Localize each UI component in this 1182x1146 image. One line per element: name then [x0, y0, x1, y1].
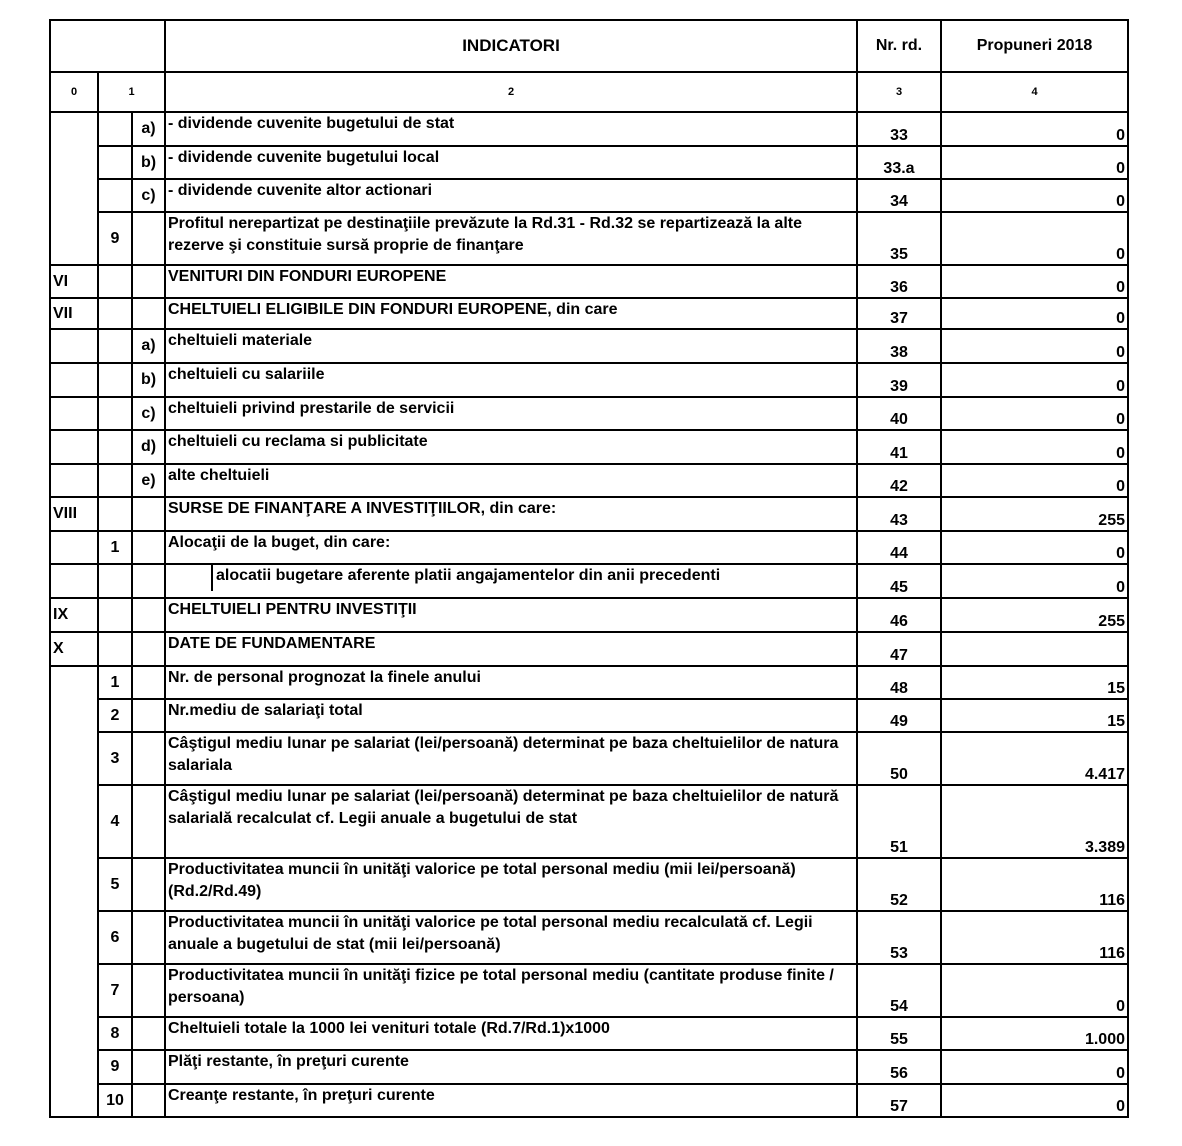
row-number-cell: 56 — [857, 1050, 941, 1084]
indicator-label: Productivitatea muncii în unităţi fizice pe total personal mediu (cantitate produse finite / persoana) — [168, 967, 834, 1006]
table-row — [50, 464, 1128, 497]
proposal-value-cell: 0 — [941, 430, 1128, 464]
item-number-cell: 1 — [98, 531, 132, 564]
indicator-label: Cheltuieli totale la 1000 lei venituri totale (Rd.7/Rd.1)x1000 — [168, 1020, 610, 1037]
row-number-cell: 54 — [857, 964, 941, 1017]
indicator-text-cell — [165, 1050, 857, 1084]
item-letter-cell — [132, 531, 165, 564]
section-roman-cell — [50, 531, 98, 564]
section-roman-cell — [50, 666, 98, 1117]
proposal-value-cell: 0 — [941, 1084, 1128, 1117]
indicator-label: Productivitatea muncii în unităţi valorice pe total personal mediu (mii lei/persoană) (Rd.2/Rd.49) — [168, 861, 796, 900]
item-letter-cell — [132, 666, 165, 699]
item-letter-cell — [132, 632, 165, 666]
row-number-cell: 42 — [857, 464, 941, 497]
item-number-cell — [98, 564, 132, 598]
proposal-value-cell: 255 — [941, 497, 1128, 531]
proposal-value-cell: 0 — [941, 112, 1128, 146]
proposal-value-cell: 0 — [941, 464, 1128, 497]
table-row — [50, 1084, 1128, 1117]
indicator-label: alocatii bugetare aferente platii angajamentelor din anii precedenti — [216, 567, 721, 584]
indicator-label: DATE DE FUNDAMENTARE — [168, 635, 376, 652]
table-row — [50, 497, 1128, 531]
row-number-cell: 33.a — [857, 146, 941, 179]
section-roman-cell — [50, 430, 98, 464]
table-row — [50, 363, 1128, 397]
item-letter-cell — [132, 1050, 165, 1084]
proposal-value-cell: 0 — [941, 964, 1128, 1017]
indicator-text-cell — [165, 564, 857, 598]
section-roman-cell: VII — [50, 298, 98, 329]
item-number-cell — [98, 430, 132, 464]
indicator-text-cell — [165, 430, 857, 464]
proposal-value-cell: 255 — [941, 598, 1128, 632]
item-number-cell — [98, 632, 132, 666]
table-row — [50, 146, 1128, 179]
item-letter-cell: b) — [132, 363, 165, 397]
proposal-value-cell: 1.000 — [941, 1017, 1128, 1050]
item-number-cell: 4 — [98, 785, 132, 858]
indicator-text-cell — [165, 265, 857, 298]
indicator-text-cell — [165, 397, 857, 430]
col-number-2: 2 — [165, 72, 857, 112]
table-row — [50, 329, 1128, 363]
indicator-label: - dividende cuvenite altor actionari — [168, 182, 433, 199]
indicator-text-cell — [165, 785, 857, 858]
proposal-value-cell: 3.389 — [941, 785, 1128, 858]
section-roman-cell: X — [50, 632, 98, 666]
row-number-cell: 34 — [857, 179, 941, 212]
item-letter-cell — [132, 564, 165, 598]
proposal-value-cell: 15 — [941, 699, 1128, 732]
item-letter-cell: e) — [132, 464, 165, 497]
indicator-text-cell — [165, 363, 857, 397]
row-number-cell: 47 — [857, 632, 941, 666]
table-row — [50, 911, 1128, 964]
item-letter-cell — [132, 699, 165, 732]
indicator-label: cheltuieli cu salariile — [168, 366, 325, 383]
header-blank-cell — [50, 20, 165, 72]
item-number-cell — [98, 265, 132, 298]
section-roman-cell — [50, 329, 98, 363]
row-number-cell: 52 — [857, 858, 941, 911]
indicator-label: - dividende cuvenite bugetului local — [168, 149, 440, 166]
section-roman-cell: IX — [50, 598, 98, 632]
proposal-value-cell: 0 — [941, 397, 1128, 430]
item-number-cell — [98, 363, 132, 397]
row-number-cell: 39 — [857, 363, 941, 397]
item-number-cell — [98, 329, 132, 363]
col-number-0: 0 — [50, 72, 98, 112]
header-propuneri: Propuneri 2018 — [941, 20, 1128, 72]
table-row — [50, 785, 1128, 858]
section-roman-cell — [50, 564, 98, 598]
header-nr-rd: Nr. rd. — [857, 20, 941, 72]
indent-box — [166, 565, 213, 591]
item-number-cell: 1 — [98, 666, 132, 699]
section-roman-cell — [50, 464, 98, 497]
table-row — [50, 1050, 1128, 1084]
table-row — [50, 179, 1128, 212]
proposal-value-cell: 0 — [941, 265, 1128, 298]
proposal-value-cell — [941, 632, 1128, 666]
indicator-text-cell — [165, 112, 857, 146]
item-number-cell: 6 — [98, 911, 132, 964]
indicator-text-cell — [165, 699, 857, 732]
item-letter-cell — [132, 1017, 165, 1050]
item-letter-cell: b) — [132, 146, 165, 179]
item-letter-cell — [132, 598, 165, 632]
col-number-4: 4 — [941, 72, 1128, 112]
indicator-label: alte cheltuieli — [168, 467, 270, 484]
item-number-cell — [98, 464, 132, 497]
header-row — [50, 20, 1128, 72]
row-number-cell: 33 — [857, 112, 941, 146]
table-row — [50, 397, 1128, 430]
table-row — [50, 265, 1128, 298]
proposal-value-cell: 0 — [941, 298, 1128, 329]
item-number-cell — [98, 146, 132, 179]
row-number-cell: 41 — [857, 430, 941, 464]
row-number-cell: 40 — [857, 397, 941, 430]
indicator-label: cheltuieli privind prestarile de servicii — [168, 400, 455, 417]
row-number-cell: 53 — [857, 911, 941, 964]
indicator-text-cell — [165, 732, 857, 785]
item-number-cell: 3 — [98, 732, 132, 785]
proposal-value-cell: 4.417 — [941, 732, 1128, 785]
row-number-cell: 38 — [857, 329, 941, 363]
table-row — [50, 666, 1128, 699]
row-number-cell: 37 — [857, 298, 941, 329]
item-number-cell: 8 — [98, 1017, 132, 1050]
row-number-cell: 48 — [857, 666, 941, 699]
indicator-text-cell — [165, 1017, 857, 1050]
row-number-cell: 44 — [857, 531, 941, 564]
item-number-cell — [98, 179, 132, 212]
item-letter-cell — [132, 497, 165, 531]
indicator-label: CHELTUIELI ELIGIBILE DIN FONDURI EUROPENE, din care — [168, 301, 618, 318]
indicator-text-cell — [165, 212, 857, 265]
indicator-label: Profitul nerepartizat pe destinaţiile prevăzute la Rd.31 - Rd.32 se repartizează la alte rezerve şi constituie sursă proprie de finanţare — [168, 215, 802, 254]
indicator-label: Câştigul mediu lunar pe salariat (lei/persoană) determinat pe baza cheltuielilor de natura salariala — [168, 735, 839, 774]
indicator-label: Nr. de personal prognozat la finele anului — [168, 669, 481, 686]
table-row — [50, 632, 1128, 666]
indicator-label: SURSE DE FINANŢARE A INVESTIŢIILOR, din care: — [168, 500, 557, 517]
indicator-label: Alocaţii de la buget, din care: — [168, 534, 391, 551]
item-number-cell — [98, 397, 132, 430]
item-number-cell — [98, 298, 132, 329]
table-row — [50, 1017, 1128, 1050]
item-letter-cell: d) — [132, 430, 165, 464]
item-number-cell: 2 — [98, 699, 132, 732]
item-letter-cell — [132, 298, 165, 329]
table-row — [50, 298, 1128, 329]
row-number-cell: 55 — [857, 1017, 941, 1050]
table-row — [50, 212, 1128, 265]
item-number-cell: 9 — [98, 212, 132, 265]
row-number-cell: 50 — [857, 732, 941, 785]
proposal-value-cell: 0 — [941, 146, 1128, 179]
section-roman-cell — [50, 363, 98, 397]
item-number-cell: 5 — [98, 858, 132, 911]
indicator-text-cell — [165, 858, 857, 911]
indicator-label: Productivitatea muncii în unităţi valorice pe total personal mediu recalculată cf. Legii anuale a bugetului de stat (mii lei/persoană) — [168, 914, 813, 953]
indicator-text-cell — [165, 1084, 857, 1117]
indicator-label: Creanţe restante, în preţuri curente — [168, 1087, 435, 1104]
item-letter-cell — [132, 265, 165, 298]
section-roman-cell — [50, 397, 98, 430]
item-letter-cell — [132, 785, 165, 858]
item-letter-cell: a) — [132, 112, 165, 146]
row-number-cell: 49 — [857, 699, 941, 732]
indicator-label: Plăţi restante, în preţuri curente — [168, 1053, 409, 1070]
proposal-value-cell: 0 — [941, 1050, 1128, 1084]
table-row — [50, 531, 1128, 564]
indicator-label: Nr.mediu de salariaţi total — [168, 702, 363, 719]
section-roman-cell — [50, 112, 98, 265]
proposal-value-cell: 0 — [941, 531, 1128, 564]
item-letter-cell — [132, 911, 165, 964]
table-row — [50, 430, 1128, 464]
item-letter-cell — [132, 212, 165, 265]
item-letter-cell: a) — [132, 329, 165, 363]
col-number-1: 1 — [98, 72, 165, 112]
item-letter-cell — [132, 732, 165, 785]
item-number-cell: 9 — [98, 1050, 132, 1084]
table-row — [50, 598, 1128, 632]
proposal-value-cell: 0 — [941, 564, 1128, 598]
item-letter-cell: c) — [132, 397, 165, 430]
proposal-value-cell: 0 — [941, 363, 1128, 397]
proposal-value-cell: 0 — [941, 329, 1128, 363]
indicator-text-cell — [165, 666, 857, 699]
indicator-text-cell — [165, 298, 857, 329]
indicator-text-cell — [165, 598, 857, 632]
table-row — [50, 732, 1128, 785]
item-number-cell: 7 — [98, 964, 132, 1017]
proposal-value-cell: 0 — [941, 212, 1128, 265]
row-number-cell: 35 — [857, 212, 941, 265]
table-row — [50, 564, 1128, 598]
row-number-cell: 43 — [857, 497, 941, 531]
table-row — [50, 699, 1128, 732]
indicator-label: VENITURI DIN FONDURI EUROPENE — [168, 268, 447, 285]
col-number-3: 3 — [857, 72, 941, 112]
item-letter-cell: c) — [132, 179, 165, 212]
indicator-text-cell — [165, 464, 857, 497]
indicator-text-cell — [165, 329, 857, 363]
row-number-cell: 51 — [857, 785, 941, 858]
indicator-text-cell — [165, 146, 857, 179]
item-number-cell — [98, 497, 132, 531]
item-number-cell — [98, 598, 132, 632]
header-indicatori: INDICATORI — [165, 20, 857, 72]
indicator-label: cheltuieli materiale — [168, 332, 313, 349]
proposal-value-cell: 116 — [941, 911, 1128, 964]
indicator-text-cell — [165, 179, 857, 212]
table-row — [50, 858, 1128, 911]
indicator-label: cheltuieli cu reclama si publicitate — [168, 433, 428, 450]
row-number-cell: 36 — [857, 265, 941, 298]
budget-indicators-table — [49, 19, 1129, 1118]
proposal-value-cell: 15 — [941, 666, 1128, 699]
table-row — [50, 112, 1128, 146]
item-number-cell: 10 — [98, 1084, 132, 1117]
proposal-value-cell: 116 — [941, 858, 1128, 911]
item-letter-cell — [132, 858, 165, 911]
item-number-cell — [98, 112, 132, 146]
row-number-cell: 45 — [857, 564, 941, 598]
indicator-text-cell — [165, 497, 857, 531]
row-number-cell: 57 — [857, 1084, 941, 1117]
indicator-text-cell — [165, 964, 857, 1017]
section-roman-cell: VI — [50, 265, 98, 298]
row-number-cell: 46 — [857, 598, 941, 632]
item-letter-cell — [132, 1084, 165, 1117]
column-number-row — [50, 72, 1128, 112]
indicator-text-cell — [165, 911, 857, 964]
section-roman-cell: VIII — [50, 497, 98, 531]
indicator-text-cell — [165, 632, 857, 666]
item-letter-cell — [132, 964, 165, 1017]
indicator-label: CHELTUIELI PENTRU INVESTIŢII — [168, 601, 417, 618]
indicator-label: Câştigul mediu lunar pe salariat (lei/persoană) determinat pe baza cheltuielilor de natură salarială recalculat cf. Legii anuale a bugetului de stat — [168, 788, 839, 827]
indicator-label: - dividende cuvenite bugetului de stat — [168, 115, 455, 132]
proposal-value-cell: 0 — [941, 179, 1128, 212]
indicator-text-cell — [165, 531, 857, 564]
table-row — [50, 964, 1128, 1017]
